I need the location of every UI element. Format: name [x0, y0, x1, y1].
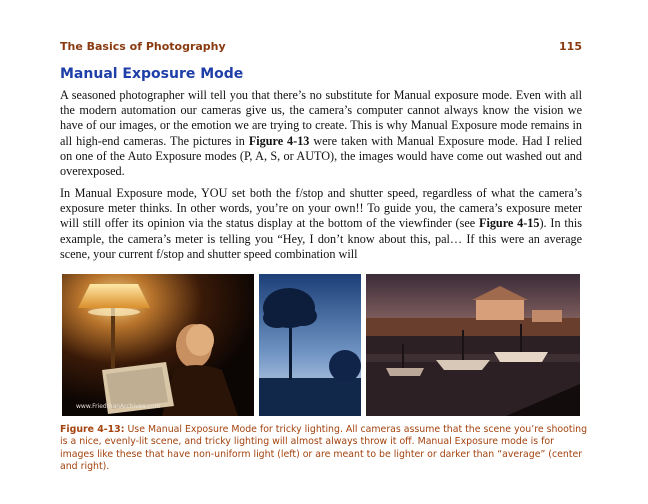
running-header-title: The Basics of Photography	[60, 40, 226, 53]
photo-watermark: www.FriedmanArchives.com	[76, 403, 161, 410]
paragraph-1	[60, 88, 582, 179]
figure-caption-text: Use Manual Exposure Mode for tricky lighting. All cameras assume that the scene you’re shooting is a nice, evenly-lit scene, and tricky lighting will almost always throw it off. Manual Exposure mode is for images like these that have non-uniform light (left) or are meant to be lighter or darker than “average” (center and right).	[60, 424, 588, 473]
photo-harbor-at-sunset	[366, 274, 580, 416]
figure-reference-4-15: Figure 4-15	[479, 216, 540, 231]
figure-reference-4-13: Figure 4-13	[248, 133, 310, 148]
photo-tree-at-dusk	[259, 274, 361, 416]
paragraph-2-text-b: ). In this example, the camera’s meter is telling you “Hey, I don’t know about this, pal… If this were an average scene, your current f/stop and shutter speed combination will	[60, 216, 582, 261]
paragraph-1-text-b: were taken with Manual Exposure mode. Had I relied on one of the Auto Exposure modes (P, A, S, or AUTO), the images would have come out washed out and overexposed.	[60, 133, 582, 179]
figure-caption-label: Figure 4-13:	[60, 424, 125, 435]
paragraph-2-text-a: In Manual Exposure mode, YOU set both the f/stop and shutter speed, regardless of what the camera’s exposure meter thinks. In other words, you’re on your own!! To guide you, the camera’s exposure meter will still offer its opinion via the status display at the bottom of the viewfinder (see	[60, 186, 582, 231]
page-number: 115	[559, 40, 582, 53]
photo-man-reading-by-lamp	[62, 274, 254, 416]
section-heading: Manual Exposure Mode	[60, 66, 244, 82]
figure-caption	[60, 424, 590, 474]
paragraph-1-text-a: A seasoned photographer will tell you that there’s no substitute for Manual exposure mode. Even with all the modern automation our cameras give us, the camera’s computer cannot always know the vision we have of our images, or the emotion we are trying to create. This is why Manual Exposure mode remains in all high-end cameras. The pictures in	[60, 88, 582, 148]
paragraph-2	[60, 186, 582, 262]
